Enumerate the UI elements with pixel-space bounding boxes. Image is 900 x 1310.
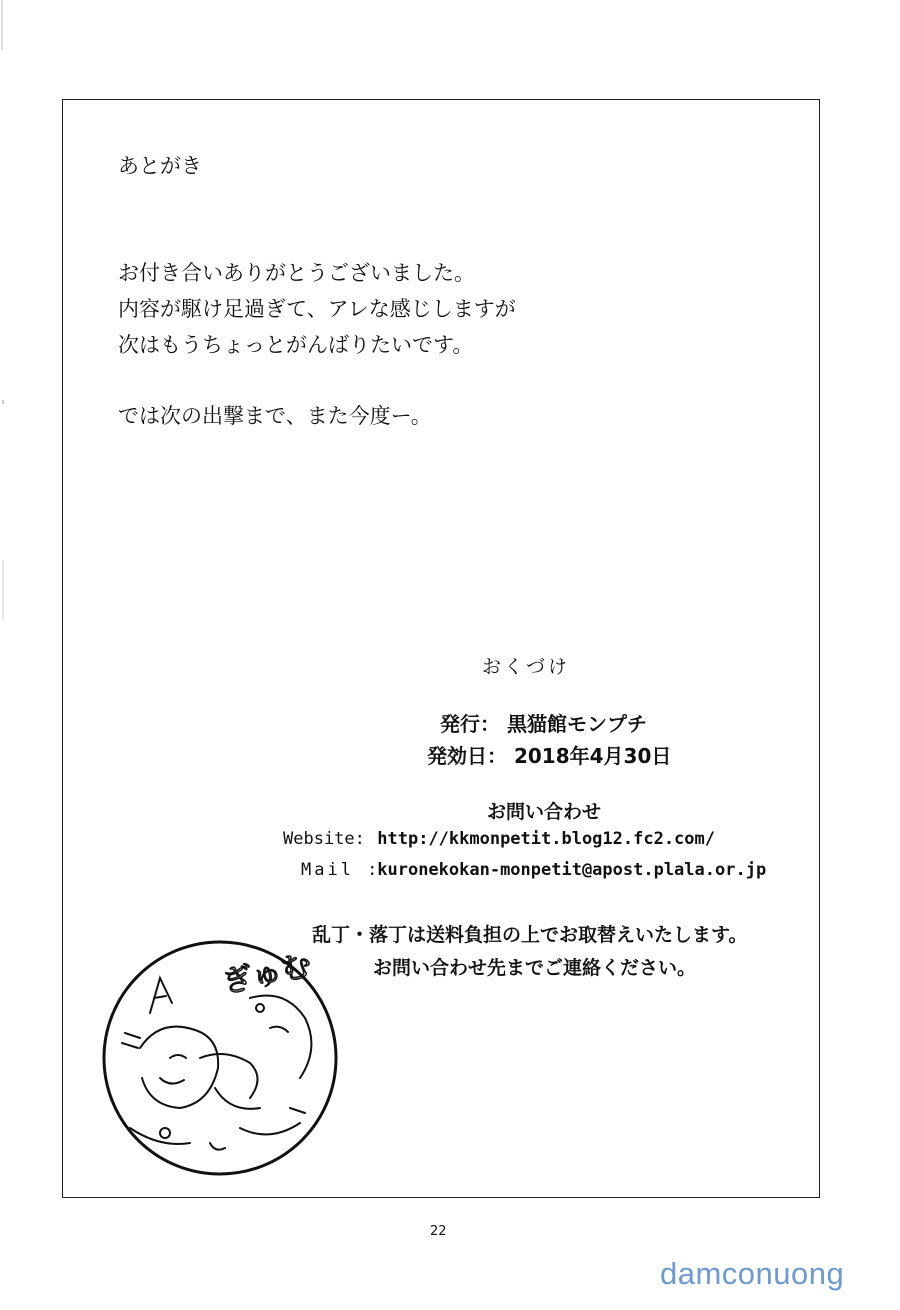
replacement-notice: 乱丁・落丁は送料負担の上でお取替えいたします。: [312, 924, 748, 946]
contact-notice: お問い合わせ先までご連絡ください。: [373, 957, 697, 979]
website-link[interactable]: http://kkmonpetit.blog12.fc2.com/: [377, 829, 716, 849]
afterword-line: 内容が駆け足過ぎて、アレな感じしますが: [118, 297, 516, 321]
mail-address[interactable]: kuronekokan-monpetit@apost.plala.or.jp: [377, 860, 767, 880]
website-row: [283, 829, 715, 849]
colophon-title: おくづけ: [482, 656, 571, 678]
page-edge: [0, 0, 10, 1306]
afterword-line: 次はもうちょっとがんばりたいです。: [118, 333, 474, 357]
afterword-title: あとがき: [118, 154, 202, 178]
publisher-row: [440, 708, 647, 737]
circular-illustration: [100, 938, 340, 1178]
publisher-label: 発行：: [440, 712, 500, 736]
mail-label: Mail :: [301, 860, 381, 880]
page-number: 22: [430, 1224, 447, 1239]
site-watermark: damconuong: [660, 1256, 845, 1291]
sfx-text: ぎゅむ: [219, 947, 315, 1001]
website-label: Website:: [283, 829, 365, 849]
publisher-name: 黒猫館モンプチ: [506, 712, 647, 736]
afterword-closing: では次の出撃まで、また今度ー。: [118, 404, 432, 428]
publish-date: 2018年4月30日: [513, 744, 672, 768]
illustration-drawing: [100, 938, 340, 1178]
mail-row: [301, 860, 766, 880]
afterword-line: お付き合いありがとうございました。: [118, 261, 475, 285]
contact-title: お問い合わせ: [487, 801, 602, 823]
date-label: 発効日：: [427, 744, 507, 768]
afterword-body: [118, 255, 516, 363]
date-row: [427, 740, 671, 769]
